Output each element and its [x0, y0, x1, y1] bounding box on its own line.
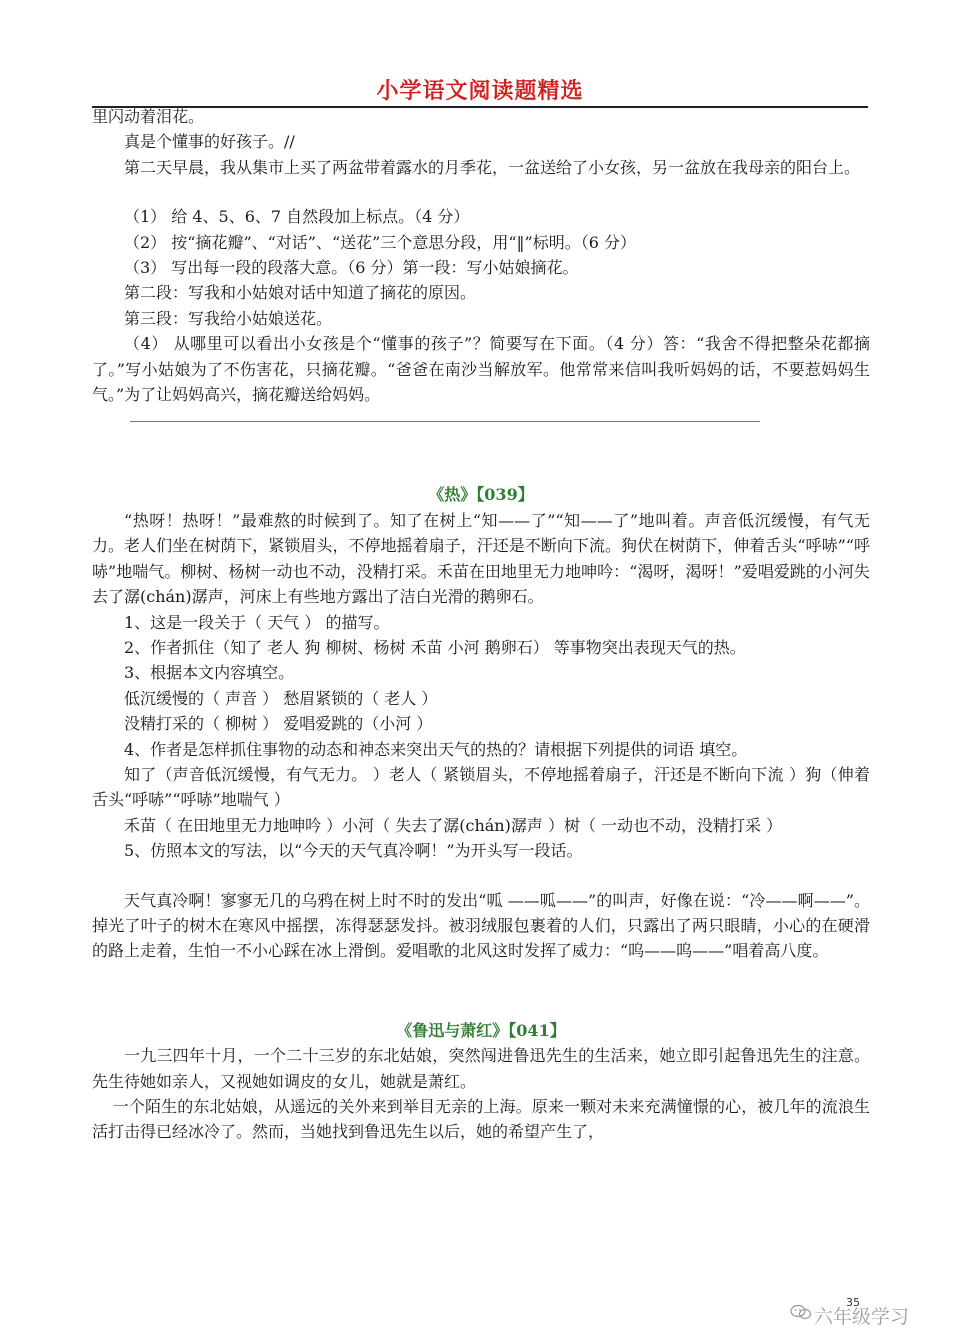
paragraph: 没精打采的（ 柳树 ） 爱唱爱跳的（小河 ）: [124, 714, 433, 734]
spacer: [92, 864, 870, 888]
page-number: 35: [846, 1296, 860, 1309]
watermark-text: 六年级学习: [814, 1306, 910, 1328]
paragraph: 4、作者是怎样抓住事物的动态和神态来突出天气的热的？请根据下列提供的词语 填空。: [124, 739, 748, 759]
paragraph: 5、仿照本文的写法，以“今天的天气真冷啊！”为开头写一段话。: [124, 841, 583, 861]
paragraph: 第二天早晨，我从集市上买了两盆带着露水的月季花，一盆送给了小女孩，另一盆放在我母亲的阳台上。: [124, 157, 861, 177]
paragraph: （1） 给 4、5、6、7 自然段加上标点。（4 分）: [124, 207, 470, 227]
paragraph: 低沉缓慢的（ 声音 ） 愁眉紧锁的（ 老人 ）: [124, 688, 438, 708]
paragraph: 一九三四年十月，一个二十三岁的东北姑娘，突然闯进鲁迅先生的生活来，她立即引起鲁迅先生的注意。先生待她如亲人，又视她如调皮的女儿，她就是萧红。: [92, 1046, 870, 1091]
page-header: [92, 72, 868, 108]
paragraph: “热呀！热呀！”最难熬的时候到了。知了在树上“知——了”“知——了”地叫着。声音低沉缓慢，有气无力。老人们坐在树荫下，紧锁眉头，不停地摇着扇子，汗还是不断向下流。狗伏在树荫下，伸着舌头“呼哧”“呼哧”地喘气。柳树、杨树一动也不动，没精打采。禾苗在田地里无力地呻吟：“渴呀，渴呀！”爱唱爱跳的小河失去了潺(chán)潺声，河床上有些地方露出了洁白光滑的鹅卵石。: [92, 510, 870, 607]
section-title: 《鲁迅与萧红》【041】: [396, 1020, 566, 1040]
spacer: [92, 180, 870, 204]
page-footer: [760, 1296, 960, 1328]
paragraph: 天气真冷啊！寥寥无几的乌鸦在树上时不时的发出“呱 ——呱——”的叫声，好像在说：“冷——啊——”。掉光了叶子的树木在寒风中摇摆，冻得瑟瑟发抖。被羽绒服包裹着的人们，只露出了两只眼睛，小心的在硬滑的路上走着，生怕一不小心踩在冰上滑倒。爱唱歌的北风这时发挥了威力：“呜——呜——”唱着高八度。: [92, 890, 870, 961]
document-body: [92, 104, 870, 1145]
spacer: [92, 994, 870, 1018]
paragraph: 第三段：写我给小姑娘送花。: [124, 308, 333, 328]
spacer: [92, 964, 870, 994]
wechat-icon: [790, 1304, 812, 1320]
spacer: [92, 452, 870, 482]
paragraph: 里闪动着泪花。: [92, 107, 205, 126]
paragraph: 真是个懂事的好孩子。//: [124, 132, 295, 152]
section-title: 《热》【039】: [428, 485, 534, 505]
paragraph: 禾苗（ 在田地里无力地呻吟 ）小河（ 失去了潺(chán)潺声 ）树（ 一动也不动，没精打采 ）: [124, 815, 783, 835]
paragraph: 一个陌生的东北姑娘，从遥远的关外来到举目无亲的上海。原来一颗对未来充满憧憬的心，被几年的流浪生活打击得已经冰冷了。然而，当她找到鲁迅先生以后，她的希望产生了，: [92, 1097, 870, 1142]
paragraph: 知了（声音低沉缓慢，有气无力。 ）老人（ 紧锁眉头，不停地摇着扇子，汗还是不断向下流 ）狗（伸着舌头“呼哧”“呼哧”地喘气 ）: [92, 764, 870, 810]
paragraph: 1、这是一段关于（ 天气 ） 的描写。: [124, 612, 390, 632]
paragraph: （4） 从哪里可以看出小女孩是个“懂事的孩子”？简要写在下面。（4 分）答：“我舍不得把整朵花都摘了。”写小姑娘为了不伤害花，只摘花瓣。“爸爸在南沙当解放军。他常常来信叫我听妈妈的话，不要惹妈妈生气。”为了让妈妈高兴，摘花瓣送给妈妈。: [92, 334, 870, 405]
page-title: 小学语文阅读题精选: [376, 79, 584, 104]
paragraph: （3） 写出每一段的段落大意。（6 分）第一段：写小姑娘摘花。: [124, 258, 579, 278]
paragraph: 2、作者抓住（知了 老人 狗 柳树、杨树 禾苗 小河 鹅卵石） 等事物突出表现天气的热。: [124, 637, 746, 657]
paragraph: 3、根据本文内容填空。: [124, 663, 295, 683]
paragraph: （2） 按“摘花瓣”、“对话”、“送花”三个意思分段，用“‖”标明。（6 分）: [124, 232, 636, 252]
paragraph: 第二段：写我和小姑娘对话中知道了摘花的原因。: [124, 283, 477, 303]
spacer: [92, 422, 870, 452]
